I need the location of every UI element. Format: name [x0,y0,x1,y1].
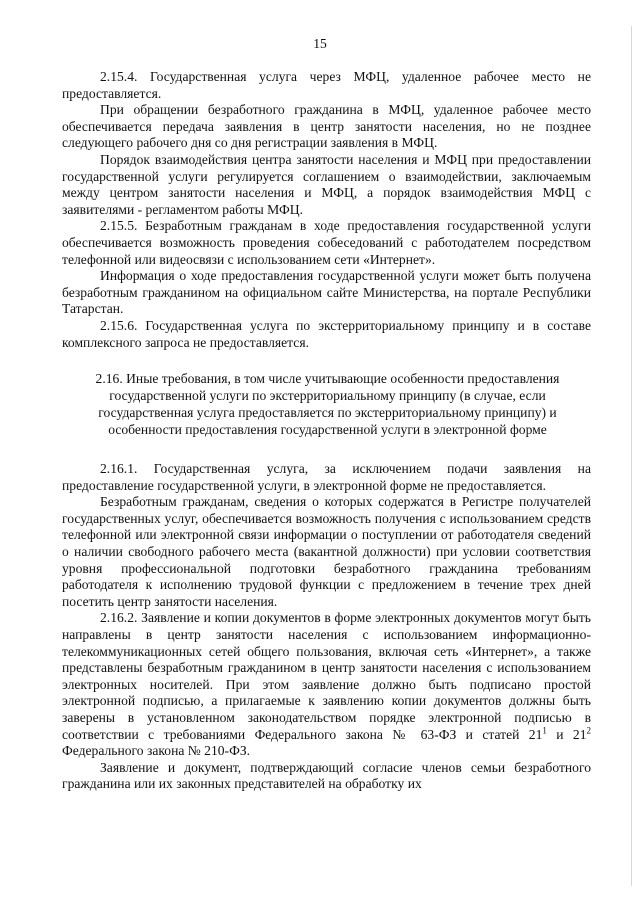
section-heading-2-16 [62,370,591,438]
superscript: 1 [542,725,547,736]
scan-edge-line [631,26,632,886]
paragraph-consent: Заявление и документ, подтверждающий согласие членов семьи безработного гражданина или их законных представителей на обработку их [62,759,591,792]
page-number: 15 [313,36,327,51]
paragraph-text: Федерального закона № 210-ФЗ. [62,743,251,759]
paragraph-2-15-4: 2.15.4. Государственная услуга через МФЦ, удаленное рабочее место не предоставляется. [62,69,591,101]
heading-line: особенности предоставления государственной услуги в электронной форме [108,422,547,438]
heading-line: государственной услуги по экстерриториальному принципу (в случае, если [109,388,546,404]
document-body [62,69,591,793]
paragraph-2-16-2 [62,610,591,759]
heading-line: 2.16. Иные требования, в том числе учитывающие особенности предоставления [95,371,560,387]
paragraph-mfc-transfer: При обращении безработного гражданина в МФЦ, удаленное рабочее место обеспечивается передача заявления в центр занятости населения, но не позднее следующего рабочего дня со дня регистрации заявления в МФЦ. [62,102,591,151]
paragraph-2-16-1: 2.16.1. Государственная услуга, за исключением подачи заявления на предоставление государственной услуги, в электронной форме не предоставляется. [62,461,591,493]
paragraph-vacancy-info: Безработным гражданам, сведения о которых содержатся в Регистре получателей государственных услуг, обеспечивается возможность получения с использованием средств телефонной или электронной связи информации о поступлении от работодателя сведений о наличии свободного рабочего места (вакантной должности) при условии соответствия уровня профессиональной подготовки безработного гражданина требованиям работодателя к исполнению трудовой функции с предложением в течение трех дней посетить центр занятости населения. [62,494,591,609]
paragraph-text: 2.16.2. Заявление и копии документов в форме электронных документов могут быть направлены в центр занятости населения с использованием информационно-телекоммуникационных сетей общего пользования, включая сеть «Интернет», а также представлены безработным гражданином в центр занятости населения с использованием электронных носителей. При этом заявление должно быть подписано простой электронной подписью, а прилагаемые к заявлению копии документов должны быть заверены в установленном законодательством порядке электронной подписью в соответствии с требованиями Федерального закона № 63-ФЗ и статей 21 [62,610,591,742]
superscript: 2 [586,725,591,736]
paragraph-progress-info: Информация о ходе предоставления государственной услуги может быть получена безработным гражданином на официальном сайте Министерства, на портале Республики Татарстан. [62,268,591,317]
paragraph-text: и 21 [546,726,587,742]
paragraph-mfc-interaction: Порядок взаимодействия центра занятости населения и МФЦ при предоставлении государственной услуги регулируется соглашением о взаимодействии, заключаемым между центром занятости населения и МФЦ, а порядок взаимодействия МФЦ с заявителями - регламентом работы МФЦ. [62,151,591,217]
paragraph-2-15-6: 2.15.6. Государственная услуга по экстерриториальному принципу и в составе комплексного запроса не предоставляется. [62,317,591,350]
heading-line: государственная услуга предоставляется по экстерриториальному принципу) и [98,405,557,421]
paragraph-2-15-5: 2.15.5. Безработным гражданам в ходе предоставления государственной услуги обеспечивается возможность проведения собеседований с работодателем посредством телефонной или видеосвязи с использованием сети «Интернет». [62,218,591,267]
